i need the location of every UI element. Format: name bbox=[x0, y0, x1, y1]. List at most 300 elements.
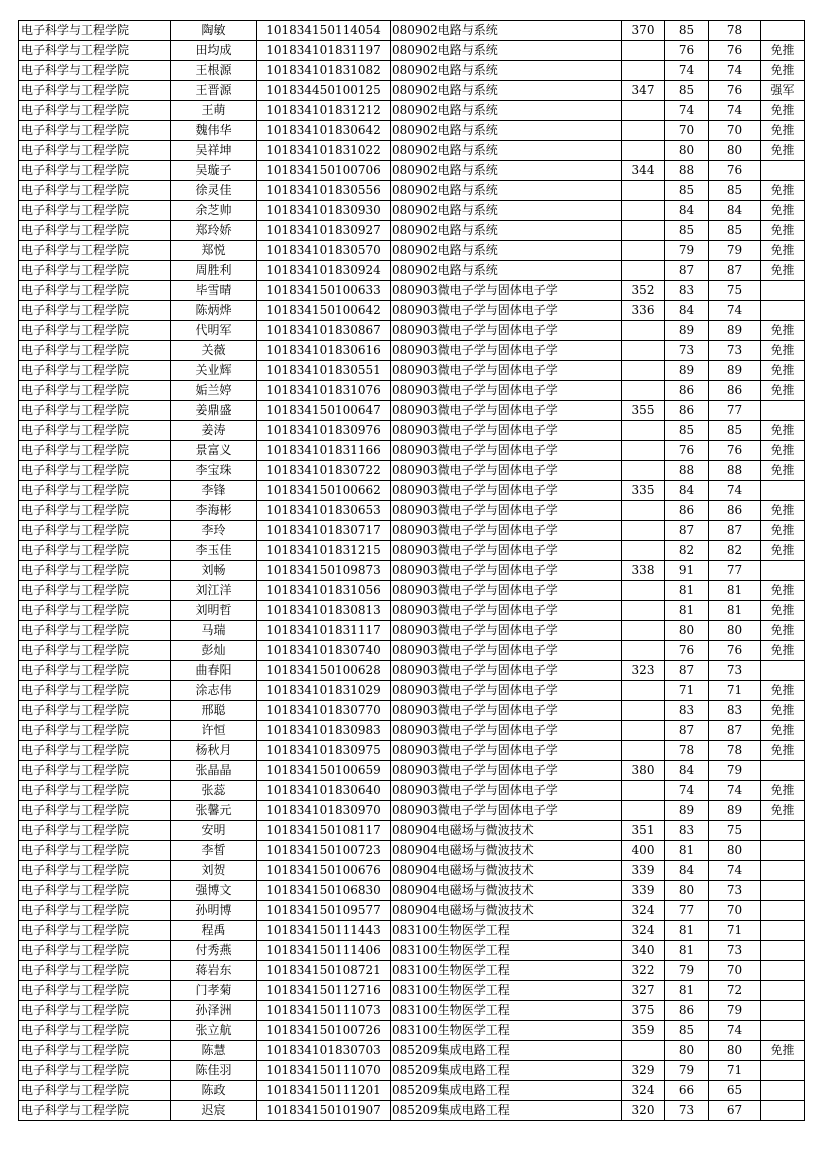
student-name-cell: 毕雪晴 bbox=[171, 281, 257, 301]
note-cell bbox=[761, 1101, 805, 1121]
retest-score-cell: 86 bbox=[665, 501, 709, 521]
student-name-cell: 余芝帅 bbox=[171, 201, 257, 221]
initial-score-cell bbox=[622, 621, 665, 641]
total-score-cell: 81 bbox=[709, 601, 761, 621]
student-name-cell: 刘江洋 bbox=[171, 581, 257, 601]
student-name-cell: 孙泽洲 bbox=[171, 1001, 257, 1021]
initial-score-cell: 351 bbox=[622, 821, 665, 841]
college-cell: 电子科学与工程学院 bbox=[19, 81, 171, 101]
initial-score-cell: 339 bbox=[622, 861, 665, 881]
note-cell: 免推 bbox=[761, 121, 805, 141]
college-cell: 电子科学与工程学院 bbox=[19, 661, 171, 681]
retest-score-cell: 91 bbox=[665, 561, 709, 581]
initial-score-cell bbox=[622, 701, 665, 721]
major-cell: 080903微电子学与固体电子学 bbox=[391, 281, 622, 301]
exam-id-cell: 101834101831029 bbox=[257, 681, 391, 701]
note-cell bbox=[761, 481, 805, 501]
major-cell: 080902电路与系统 bbox=[391, 81, 622, 101]
retest-score-cell: 88 bbox=[665, 161, 709, 181]
college-cell: 电子科学与工程学院 bbox=[19, 741, 171, 761]
table-row bbox=[19, 261, 805, 281]
total-score-cell: 85 bbox=[709, 181, 761, 201]
note-cell: 免推 bbox=[761, 581, 805, 601]
note-cell bbox=[761, 761, 805, 781]
college-cell: 电子科学与工程学院 bbox=[19, 1061, 171, 1081]
college-cell: 电子科学与工程学院 bbox=[19, 501, 171, 521]
retest-score-cell: 71 bbox=[665, 681, 709, 701]
table-row bbox=[19, 721, 805, 741]
student-name-cell: 刘畅 bbox=[171, 561, 257, 581]
student-name-cell: 吴祥坤 bbox=[171, 141, 257, 161]
table-row bbox=[19, 521, 805, 541]
retest-score-cell: 80 bbox=[665, 1041, 709, 1061]
major-cell: 083100生物医学工程 bbox=[391, 941, 622, 961]
initial-score-cell: 320 bbox=[622, 1101, 665, 1121]
table-row bbox=[19, 21, 805, 41]
note-cell: 免推 bbox=[761, 181, 805, 201]
major-cell: 080903微电子学与固体电子学 bbox=[391, 501, 622, 521]
initial-score-cell bbox=[622, 381, 665, 401]
table-row bbox=[19, 541, 805, 561]
major-cell: 080903微电子学与固体电子学 bbox=[391, 741, 622, 761]
initial-score-cell: 359 bbox=[622, 1021, 665, 1041]
exam-id-cell: 101834150111443 bbox=[257, 921, 391, 941]
student-name-cell: 田均成 bbox=[171, 41, 257, 61]
exam-id-cell: 101834101830703 bbox=[257, 1041, 391, 1061]
exam-id-cell: 101834150111073 bbox=[257, 1001, 391, 1021]
retest-score-cell: 84 bbox=[665, 861, 709, 881]
table-row bbox=[19, 1041, 805, 1061]
total-score-cell: 71 bbox=[709, 1061, 761, 1081]
total-score-cell: 73 bbox=[709, 341, 761, 361]
total-score-cell: 82 bbox=[709, 541, 761, 561]
student-name-cell: 涂志伟 bbox=[171, 681, 257, 701]
major-cell: 080903微电子学与固体电子学 bbox=[391, 421, 622, 441]
major-cell: 080903微电子学与固体电子学 bbox=[391, 401, 622, 421]
college-cell: 电子科学与工程学院 bbox=[19, 441, 171, 461]
total-score-cell: 73 bbox=[709, 881, 761, 901]
exam-id-cell: 101834101830642 bbox=[257, 121, 391, 141]
exam-id-cell: 101834150100659 bbox=[257, 761, 391, 781]
major-cell: 083100生物医学工程 bbox=[391, 1001, 622, 1021]
college-cell: 电子科学与工程学院 bbox=[19, 721, 171, 741]
total-score-cell: 85 bbox=[709, 221, 761, 241]
table-row bbox=[19, 241, 805, 261]
note-cell: 免推 bbox=[761, 141, 805, 161]
exam-id-cell: 101834101830640 bbox=[257, 781, 391, 801]
total-score-cell: 70 bbox=[709, 961, 761, 981]
retest-score-cell: 73 bbox=[665, 341, 709, 361]
table-row bbox=[19, 321, 805, 341]
initial-score-cell bbox=[622, 521, 665, 541]
college-cell: 电子科学与工程学院 bbox=[19, 781, 171, 801]
initial-score-cell bbox=[622, 741, 665, 761]
note-cell bbox=[761, 861, 805, 881]
retest-score-cell: 81 bbox=[665, 921, 709, 941]
student-name-cell: 代明军 bbox=[171, 321, 257, 341]
college-cell: 电子科学与工程学院 bbox=[19, 121, 171, 141]
retest-score-cell: 86 bbox=[665, 381, 709, 401]
table-row bbox=[19, 921, 805, 941]
note-cell: 免推 bbox=[761, 101, 805, 121]
retest-score-cell: 85 bbox=[665, 221, 709, 241]
table-row bbox=[19, 361, 805, 381]
total-score-cell: 89 bbox=[709, 361, 761, 381]
admission-score-table bbox=[18, 20, 805, 1121]
initial-score-cell: 323 bbox=[622, 661, 665, 681]
note-cell bbox=[761, 21, 805, 41]
student-name-cell: 陈政 bbox=[171, 1081, 257, 1101]
exam-id-cell: 101834150109873 bbox=[257, 561, 391, 581]
initial-score-cell bbox=[622, 221, 665, 241]
major-cell: 080903微电子学与固体电子学 bbox=[391, 321, 622, 341]
student-name-cell: 王晋源 bbox=[171, 81, 257, 101]
table-row bbox=[19, 181, 805, 201]
exam-id-cell: 101834150111201 bbox=[257, 1081, 391, 1101]
major-cell: 080903微电子学与固体电子学 bbox=[391, 801, 622, 821]
initial-score-cell: 335 bbox=[622, 481, 665, 501]
initial-score-cell bbox=[622, 501, 665, 521]
college-cell: 电子科学与工程学院 bbox=[19, 321, 171, 341]
college-cell: 电子科学与工程学院 bbox=[19, 981, 171, 1001]
college-cell: 电子科学与工程学院 bbox=[19, 101, 171, 121]
total-score-cell: 74 bbox=[709, 481, 761, 501]
major-cell: 080903微电子学与固体电子学 bbox=[391, 601, 622, 621]
retest-score-cell: 85 bbox=[665, 181, 709, 201]
major-cell: 080903微电子学与固体电子学 bbox=[391, 481, 622, 501]
note-cell: 免推 bbox=[761, 601, 805, 621]
initial-score-cell bbox=[622, 541, 665, 561]
table-row bbox=[19, 461, 805, 481]
note-cell: 免推 bbox=[761, 201, 805, 221]
total-score-cell: 87 bbox=[709, 521, 761, 541]
college-cell: 电子科学与工程学院 bbox=[19, 461, 171, 481]
note-cell: 免推 bbox=[761, 741, 805, 761]
college-cell: 电子科学与工程学院 bbox=[19, 921, 171, 941]
note-cell: 免推 bbox=[761, 221, 805, 241]
student-name-cell: 许恒 bbox=[171, 721, 257, 741]
college-cell: 电子科学与工程学院 bbox=[19, 861, 171, 881]
exam-id-cell: 101834101830551 bbox=[257, 361, 391, 381]
college-cell: 电子科学与工程学院 bbox=[19, 1081, 171, 1101]
retest-score-cell: 89 bbox=[665, 801, 709, 821]
major-cell: 080902电路与系统 bbox=[391, 201, 622, 221]
total-score-cell: 75 bbox=[709, 281, 761, 301]
college-cell: 电子科学与工程学院 bbox=[19, 561, 171, 581]
table-row bbox=[19, 1021, 805, 1041]
note-cell: 免推 bbox=[761, 621, 805, 641]
student-name-cell: 王萌 bbox=[171, 101, 257, 121]
total-score-cell: 73 bbox=[709, 941, 761, 961]
total-score-cell: 87 bbox=[709, 721, 761, 741]
initial-score-cell bbox=[622, 601, 665, 621]
exam-id-cell: 101834101830616 bbox=[257, 341, 391, 361]
table-row bbox=[19, 701, 805, 721]
student-name-cell: 李玉佳 bbox=[171, 541, 257, 561]
total-score-cell: 80 bbox=[709, 841, 761, 861]
initial-score-cell bbox=[622, 101, 665, 121]
retest-score-cell: 81 bbox=[665, 581, 709, 601]
retest-score-cell: 89 bbox=[665, 361, 709, 381]
retest-score-cell: 80 bbox=[665, 141, 709, 161]
table-row bbox=[19, 441, 805, 461]
student-name-cell: 马瑞 bbox=[171, 621, 257, 641]
college-cell: 电子科学与工程学院 bbox=[19, 21, 171, 41]
note-cell bbox=[761, 661, 805, 681]
initial-score-cell bbox=[622, 641, 665, 661]
retest-score-cell: 83 bbox=[665, 701, 709, 721]
retest-score-cell: 84 bbox=[665, 301, 709, 321]
note-cell: 免推 bbox=[761, 781, 805, 801]
table-row bbox=[19, 201, 805, 221]
initial-score-cell: 340 bbox=[622, 941, 665, 961]
table-row bbox=[19, 1081, 805, 1101]
table-row bbox=[19, 941, 805, 961]
retest-score-cell: 76 bbox=[665, 41, 709, 61]
major-cell: 080902电路与系统 bbox=[391, 241, 622, 261]
exam-id-cell: 101834101830770 bbox=[257, 701, 391, 721]
student-name-cell: 周胜利 bbox=[171, 261, 257, 281]
major-cell: 080902电路与系统 bbox=[391, 61, 622, 81]
note-cell: 免推 bbox=[761, 41, 805, 61]
college-cell: 电子科学与工程学院 bbox=[19, 701, 171, 721]
note-cell bbox=[761, 881, 805, 901]
college-cell: 电子科学与工程学院 bbox=[19, 961, 171, 981]
total-score-cell: 70 bbox=[709, 901, 761, 921]
note-cell: 免推 bbox=[761, 61, 805, 81]
table-row bbox=[19, 281, 805, 301]
student-name-cell: 张立航 bbox=[171, 1021, 257, 1041]
retest-score-cell: 83 bbox=[665, 281, 709, 301]
initial-score-cell bbox=[622, 41, 665, 61]
exam-id-cell: 101834150114054 bbox=[257, 21, 391, 41]
exam-id-cell: 101834150111406 bbox=[257, 941, 391, 961]
college-cell: 电子科学与工程学院 bbox=[19, 941, 171, 961]
table-row bbox=[19, 821, 805, 841]
major-cell: 080902电路与系统 bbox=[391, 141, 622, 161]
table-row bbox=[19, 801, 805, 821]
major-cell: 080903微电子学与固体电子学 bbox=[391, 441, 622, 461]
college-cell: 电子科学与工程学院 bbox=[19, 521, 171, 541]
major-cell: 085209集成电路工程 bbox=[391, 1061, 622, 1081]
initial-score-cell bbox=[622, 801, 665, 821]
exam-id-cell: 101834150106830 bbox=[257, 881, 391, 901]
initial-score-cell bbox=[622, 341, 665, 361]
table-row bbox=[19, 781, 805, 801]
college-cell: 电子科学与工程学院 bbox=[19, 481, 171, 501]
note-cell: 免推 bbox=[761, 341, 805, 361]
retest-score-cell: 81 bbox=[665, 981, 709, 1001]
note-cell: 免推 bbox=[761, 681, 805, 701]
exam-id-cell: 101834101830867 bbox=[257, 321, 391, 341]
note-cell: 免推 bbox=[761, 461, 805, 481]
student-name-cell: 郑悦 bbox=[171, 241, 257, 261]
total-score-cell: 74 bbox=[709, 781, 761, 801]
table-row bbox=[19, 661, 805, 681]
exam-id-cell: 101834101831215 bbox=[257, 541, 391, 561]
student-name-cell: 迟宸 bbox=[171, 1101, 257, 1121]
college-cell: 电子科学与工程学院 bbox=[19, 641, 171, 661]
student-name-cell: 彭灿 bbox=[171, 641, 257, 661]
table-row bbox=[19, 221, 805, 241]
retest-score-cell: 84 bbox=[665, 201, 709, 221]
major-cell: 080903微电子学与固体电子学 bbox=[391, 641, 622, 661]
initial-score-cell bbox=[622, 241, 665, 261]
total-score-cell: 89 bbox=[709, 321, 761, 341]
major-cell: 080902电路与系统 bbox=[391, 161, 622, 181]
total-score-cell: 80 bbox=[709, 1041, 761, 1061]
college-cell: 电子科学与工程学院 bbox=[19, 581, 171, 601]
note-cell: 免推 bbox=[761, 261, 805, 281]
major-cell: 080903微电子学与固体电子学 bbox=[391, 781, 622, 801]
student-name-cell: 蒋岩东 bbox=[171, 961, 257, 981]
college-cell: 电子科学与工程学院 bbox=[19, 261, 171, 281]
table-row bbox=[19, 481, 805, 501]
exam-id-cell: 101834150108721 bbox=[257, 961, 391, 981]
initial-score-cell bbox=[622, 321, 665, 341]
major-cell: 083100生物医学工程 bbox=[391, 961, 622, 981]
initial-score-cell: 324 bbox=[622, 921, 665, 941]
exam-id-cell: 101834101830976 bbox=[257, 421, 391, 441]
total-score-cell: 86 bbox=[709, 381, 761, 401]
total-score-cell: 76 bbox=[709, 641, 761, 661]
exam-id-cell: 101834101831022 bbox=[257, 141, 391, 161]
exam-id-cell: 101834101830653 bbox=[257, 501, 391, 521]
major-cell: 080903微电子学与固体电子学 bbox=[391, 541, 622, 561]
college-cell: 电子科学与工程学院 bbox=[19, 1101, 171, 1121]
table-row bbox=[19, 581, 805, 601]
retest-score-cell: 85 bbox=[665, 81, 709, 101]
retest-score-cell: 87 bbox=[665, 721, 709, 741]
retest-score-cell: 87 bbox=[665, 661, 709, 681]
major-cell: 080903微电子学与固体电子学 bbox=[391, 621, 622, 641]
exam-id-cell: 101834150100726 bbox=[257, 1021, 391, 1041]
note-cell bbox=[761, 1061, 805, 1081]
total-score-cell: 76 bbox=[709, 81, 761, 101]
table-row bbox=[19, 421, 805, 441]
retest-score-cell: 85 bbox=[665, 421, 709, 441]
note-cell bbox=[761, 921, 805, 941]
retest-score-cell: 80 bbox=[665, 881, 709, 901]
college-cell: 电子科学与工程学院 bbox=[19, 901, 171, 921]
student-name-cell: 魏伟华 bbox=[171, 121, 257, 141]
note-cell bbox=[761, 841, 805, 861]
exam-id-cell: 101834101831197 bbox=[257, 41, 391, 61]
college-cell: 电子科学与工程学院 bbox=[19, 41, 171, 61]
total-score-cell: 77 bbox=[709, 561, 761, 581]
college-cell: 电子科学与工程学院 bbox=[19, 421, 171, 441]
retest-score-cell: 74 bbox=[665, 101, 709, 121]
college-cell: 电子科学与工程学院 bbox=[19, 761, 171, 781]
total-score-cell: 79 bbox=[709, 1001, 761, 1021]
student-name-cell: 陈炳烨 bbox=[171, 301, 257, 321]
table-row bbox=[19, 1061, 805, 1081]
college-cell: 电子科学与工程学院 bbox=[19, 221, 171, 241]
total-score-cell: 87 bbox=[709, 261, 761, 281]
major-cell: 080904电磁场与微波技术 bbox=[391, 841, 622, 861]
table-row bbox=[19, 981, 805, 1001]
exam-id-cell: 101834150101907 bbox=[257, 1101, 391, 1121]
total-score-cell: 78 bbox=[709, 21, 761, 41]
table-row bbox=[19, 561, 805, 581]
major-cell: 083100生物医学工程 bbox=[391, 921, 622, 941]
student-name-cell: 李玲 bbox=[171, 521, 257, 541]
exam-id-cell: 101834101830717 bbox=[257, 521, 391, 541]
note-cell bbox=[761, 901, 805, 921]
note-cell bbox=[761, 401, 805, 421]
total-score-cell: 76 bbox=[709, 41, 761, 61]
student-name-cell: 杨秋月 bbox=[171, 741, 257, 761]
note-cell: 免推 bbox=[761, 361, 805, 381]
total-score-cell: 74 bbox=[709, 301, 761, 321]
major-cell: 080903微电子学与固体电子学 bbox=[391, 561, 622, 581]
table-row bbox=[19, 381, 805, 401]
note-cell: 免推 bbox=[761, 441, 805, 461]
note-cell bbox=[761, 301, 805, 321]
table-row bbox=[19, 101, 805, 121]
major-cell: 080902电路与系统 bbox=[391, 101, 622, 121]
initial-score-cell: 375 bbox=[622, 1001, 665, 1021]
major-cell: 080904电磁场与微波技术 bbox=[391, 821, 622, 841]
total-score-cell: 71 bbox=[709, 921, 761, 941]
college-cell: 电子科学与工程学院 bbox=[19, 681, 171, 701]
retest-score-cell: 73 bbox=[665, 1101, 709, 1121]
college-cell: 电子科学与工程学院 bbox=[19, 361, 171, 381]
note-cell: 免推 bbox=[761, 801, 805, 821]
note-cell: 免推 bbox=[761, 321, 805, 341]
college-cell: 电子科学与工程学院 bbox=[19, 1021, 171, 1041]
total-score-cell: 70 bbox=[709, 121, 761, 141]
initial-score-cell bbox=[622, 61, 665, 81]
exam-id-cell: 101834101830975 bbox=[257, 741, 391, 761]
retest-score-cell: 78 bbox=[665, 741, 709, 761]
total-score-cell: 89 bbox=[709, 801, 761, 821]
student-name-cell: 张蕊 bbox=[171, 781, 257, 801]
retest-score-cell: 77 bbox=[665, 901, 709, 921]
major-cell: 083100生物医学工程 bbox=[391, 981, 622, 1001]
total-score-cell: 86 bbox=[709, 501, 761, 521]
retest-score-cell: 76 bbox=[665, 641, 709, 661]
retest-score-cell: 81 bbox=[665, 841, 709, 861]
student-name-cell: 徐灵佳 bbox=[171, 181, 257, 201]
college-cell: 电子科学与工程学院 bbox=[19, 401, 171, 421]
initial-score-cell bbox=[622, 781, 665, 801]
total-score-cell: 76 bbox=[709, 161, 761, 181]
note-cell: 免推 bbox=[761, 381, 805, 401]
student-name-cell: 曲春阳 bbox=[171, 661, 257, 681]
student-name-cell: 李锋 bbox=[171, 481, 257, 501]
note-cell: 免推 bbox=[761, 501, 805, 521]
college-cell: 电子科学与工程学院 bbox=[19, 161, 171, 181]
table-row bbox=[19, 741, 805, 761]
student-name-cell: 孙明博 bbox=[171, 901, 257, 921]
note-cell: 免推 bbox=[761, 421, 805, 441]
table-row bbox=[19, 121, 805, 141]
college-cell: 电子科学与工程学院 bbox=[19, 881, 171, 901]
student-name-cell: 李海彬 bbox=[171, 501, 257, 521]
table-row bbox=[19, 761, 805, 781]
exam-id-cell: 101834101831212 bbox=[257, 101, 391, 121]
total-score-cell: 67 bbox=[709, 1101, 761, 1121]
retest-score-cell: 81 bbox=[665, 941, 709, 961]
initial-score-cell: 339 bbox=[622, 881, 665, 901]
initial-score-cell bbox=[622, 441, 665, 461]
exam-id-cell: 101834101830930 bbox=[257, 201, 391, 221]
major-cell: 080903微电子学与固体电子学 bbox=[391, 721, 622, 741]
table-row bbox=[19, 641, 805, 661]
total-score-cell: 83 bbox=[709, 701, 761, 721]
table-row bbox=[19, 601, 805, 621]
